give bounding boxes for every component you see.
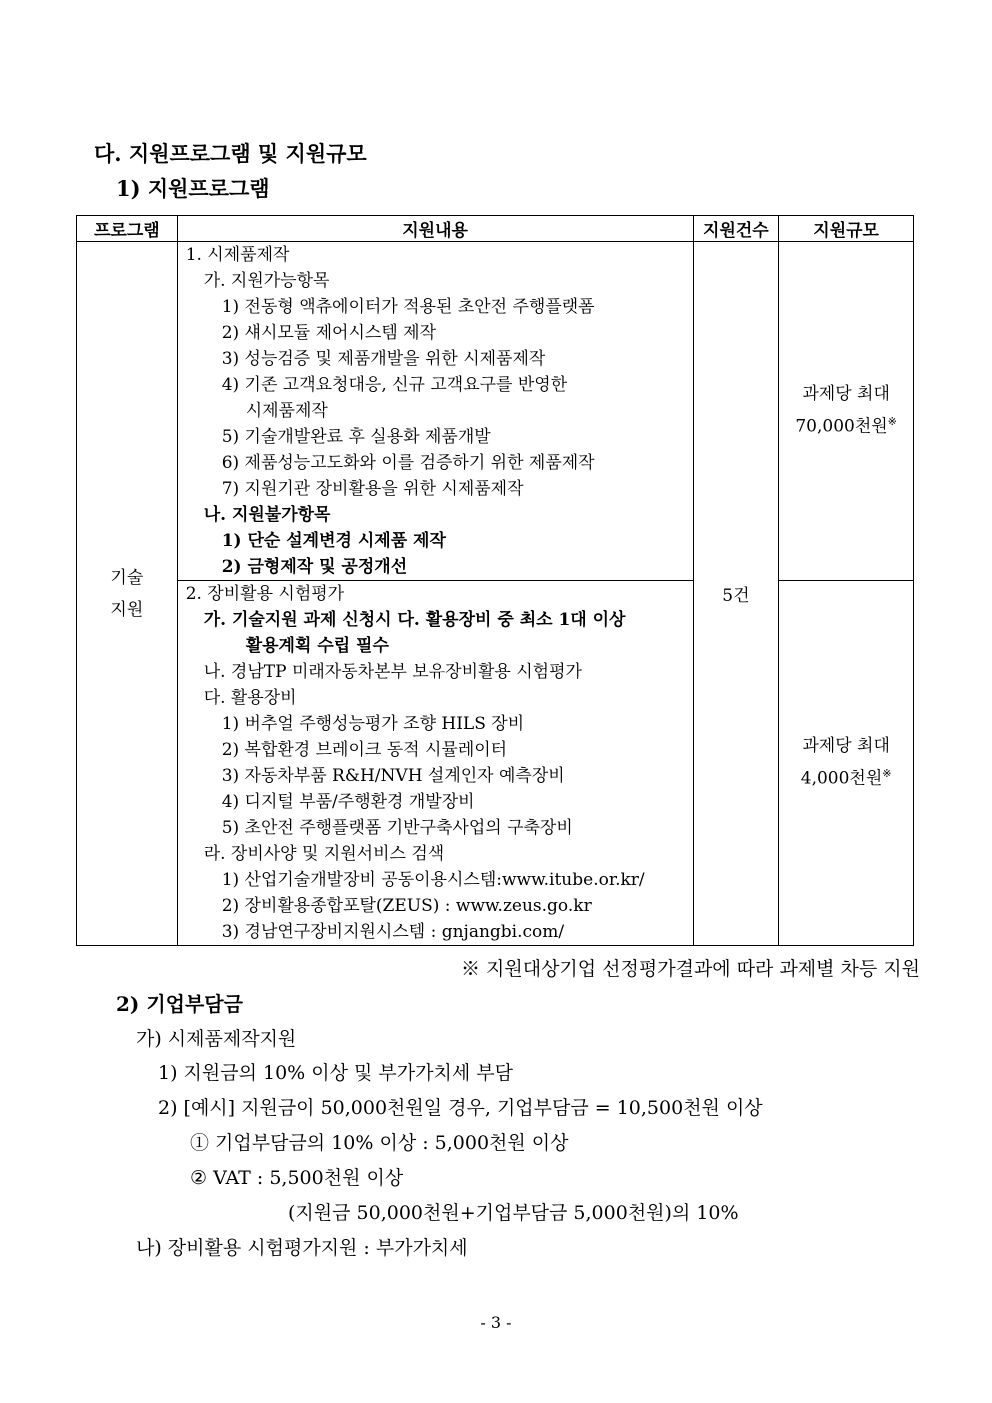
content-line: 7) 지원기관 장비활용을 위한 시제품제작 xyxy=(221,479,524,499)
content-line: 4) 디지털 부품/주행환경 개발장비 xyxy=(221,792,475,812)
burden-line: 나) 장비활용 시험평가지원 : 부가가치세 xyxy=(136,1237,468,1259)
burden-line: ① 기업부담금의 10% 이상 : 5,000천원 이상 xyxy=(190,1132,569,1154)
content-cell-equipment xyxy=(177,581,693,946)
section-subtitle: 1) 지원프로그램 xyxy=(116,176,270,201)
content-line: 라. 장비사양 및 지원서비스 검색 xyxy=(203,844,445,864)
table-header-row xyxy=(77,216,914,242)
content-line: 3) 성능검증 및 제품개발을 위한 시제품제작 xyxy=(221,349,546,369)
content-line: 3) 경남연구장비지원시스템 : gnjangbi.com/ xyxy=(221,922,565,942)
content-line: 1) 전동형 액츄에이터가 적용된 초안전 주행플랫폼 xyxy=(221,297,595,317)
burden-line: 1) 지원금의 10% 이상 및 부가가치세 부담 xyxy=(158,1062,513,1084)
content-line: 2) 섀시모듈 제어시스템 제작 xyxy=(221,323,436,343)
header-program: 프로그램 xyxy=(77,216,178,242)
content-line: 활용계획 수립 필수 xyxy=(245,636,389,656)
content-line: 나. 경남TP 미래자동차본부 보유장비활용 시험평가 xyxy=(203,662,582,682)
content-line: 1. 시제품제작 xyxy=(185,245,290,265)
scale-line1: 과제당 최대 xyxy=(802,736,890,757)
content-line: 1) 버추얼 주행성능평가 조향 HILS 장비 xyxy=(221,714,525,734)
burden-line: (지원금 50,000천원+기업부담금 5,000천원)의 10% xyxy=(288,1202,739,1224)
header-scale: 지원규모 xyxy=(779,216,914,242)
footnote-mark: ※ xyxy=(887,415,897,429)
page-number: - 3 - xyxy=(480,1313,512,1332)
content-line: 6) 제품성능고도화와 이를 검증하기 위한 제품제작 xyxy=(221,453,595,473)
burden-title: 2) 기업부담금 xyxy=(116,992,243,1016)
scale-cell-prototype xyxy=(779,242,914,581)
scale-line2: 70,000천원※ xyxy=(795,415,897,437)
burden-line: 가) 시제품제작지원 xyxy=(136,1028,297,1050)
content-line: 2) 금형제작 및 공정개선 xyxy=(221,557,408,577)
count-value: 5건 xyxy=(722,586,750,606)
content-line: 가. 기술지원 과제 신청시 다. 활용장비 중 최소 1대 이상 xyxy=(203,610,626,630)
content-line: 2) 장비활용종합포탈(ZEUS) : www.zeus.go.kr xyxy=(221,896,592,916)
content-line: 5) 초안전 주행플랫폼 기반구축사업의 구축장비 xyxy=(221,818,573,838)
content-line: 시제품제작 xyxy=(245,401,328,421)
table-row xyxy=(77,581,914,946)
burden-line: ② VAT : 5,500천원 이상 xyxy=(190,1167,404,1189)
section-title: 다. 지원프로그램 및 지원규모 xyxy=(94,141,367,166)
content-line: 4) 기존 고객요청대응, 신규 고객요구를 반영한 xyxy=(221,375,568,395)
program-cell xyxy=(77,242,178,946)
content-line: 2. 장비활용 시험평가 xyxy=(185,584,345,604)
content-line: 다. 활용장비 xyxy=(203,688,297,708)
footnote-mark: ※ xyxy=(882,767,892,781)
content-line: 5) 기술개발완료 후 실용화 제품개발 xyxy=(221,427,491,447)
header-count: 지원건수 xyxy=(693,216,779,242)
content-line: 3) 자동차부품 R&H/NVH 설계인자 예측장비 xyxy=(221,766,565,786)
scale-line1: 과제당 최대 xyxy=(802,384,890,405)
table-footnote: ※ 지원대상기업 선정평가결과에 따라 과제별 차등 지원 xyxy=(460,958,920,980)
program-table xyxy=(76,215,914,946)
scale-line2: 4,000천원※ xyxy=(800,767,892,789)
count-cell xyxy=(693,242,779,946)
content-line: 1) 단순 설계변경 시제품 제작 xyxy=(221,531,446,551)
content-line: 1) 산업기술개발장비 공동이용시스템:www.itube.or.kr/ xyxy=(221,870,645,890)
scale-cell-equipment xyxy=(779,581,914,946)
table-row xyxy=(77,242,914,581)
content-line: 나. 지원불가항목 xyxy=(203,505,331,525)
header-content: 지원내용 xyxy=(177,216,693,242)
burden-line: 2) [예시] 지원금이 50,000천원일 경우, 기업부담금 = 10,500천원 이상 xyxy=(158,1097,763,1119)
content-line: 가. 지원가능항목 xyxy=(203,271,330,291)
program-label-line2: 지원 xyxy=(110,599,144,620)
content-line: 2) 복합환경 브레이크 동적 시뮬레이터 xyxy=(221,740,508,760)
program-label-line1: 기술 xyxy=(110,567,144,588)
content-cell-prototype xyxy=(177,242,693,581)
